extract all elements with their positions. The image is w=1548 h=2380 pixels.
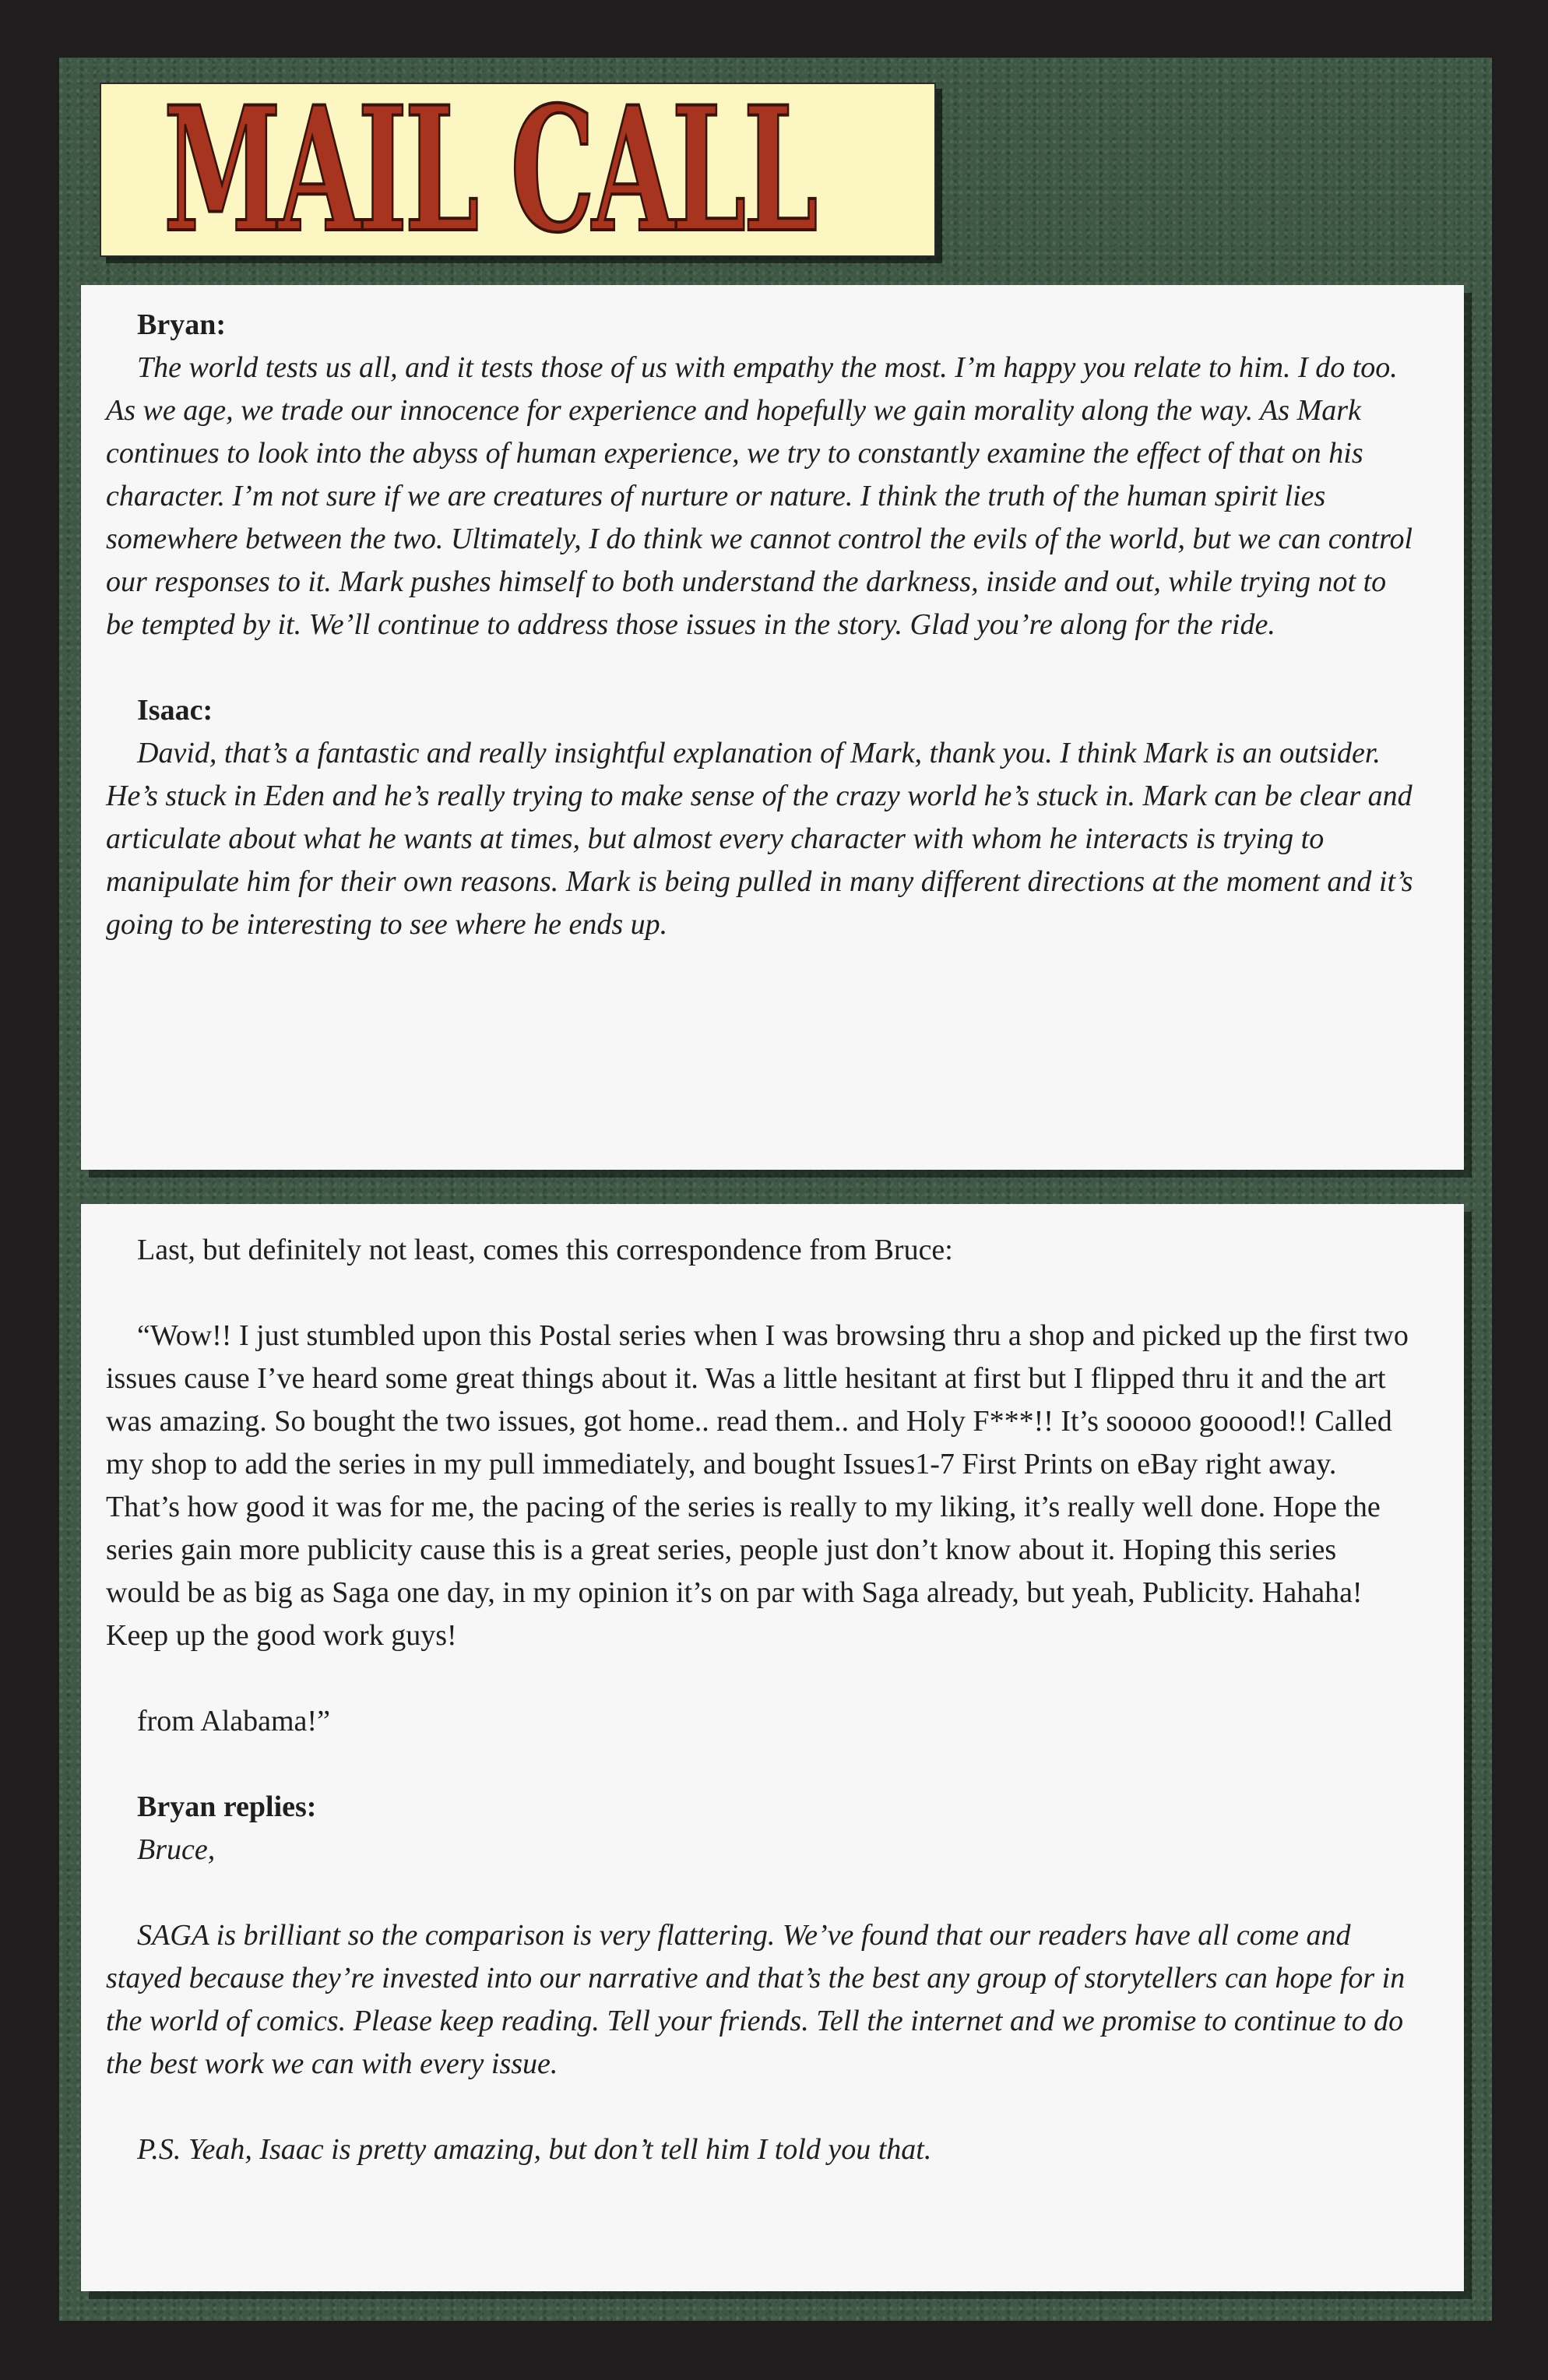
responder-name-bryan: Bryan: [137,308,226,341]
reply-heading: Bryan replies: [137,1790,317,1823]
spacer [106,1743,1417,1786]
title-plate [100,69,936,270]
spacer [106,646,1417,689]
responder-name-isaac: Isaac: [137,694,213,727]
spacer [106,1272,1417,1315]
bryan-response-text: The world tests us all, and it tests those of us with empathy the most. I’m happy you relate to him. I do too. As we age, we trade our innocence for experience and hopefully we gain morality along the way. As Mark continues to look into the abyss of human experience, we try to constantly examine the effect of that on his character. I’m not sure if we are creatures of nurture or nature. I think the truth of the human spirit lies somewhere between the two. Ultimately, I do think we cannot control the evils of the world, but we can control our responses to it. Mark pushes himself to both understand the darkness, inside and out, while trying not to be tempted by it. We’ll continue to address those issues in the story. Glad you’re along for the ride. [106,351,1413,641]
reply-salutation: Bruce, [137,1833,216,1866]
spacer [106,2086,1417,2128]
reply-postscript: P.S. Yeah, Isaac is pretty amazing, but don’t tell him I told you that. [137,2133,932,2166]
letter-body: “Wow!! I just stumbled upon this Postal series when I was browsing thru a shop and picked up the first two issues cause I’ve heard some great things about it. Was a little hesitant at first but I flipped thru it and the art was amazing. So bought the two issues, got home.. read them.. and Holy F***!! It’s sooooo gooood!! Called my shop to add the series in my pull immediately, and bought Issues1-7 First Prints on eBay right away. That’s how good it was for me, the pacing of the series is really to my liking, it’s really well done. Hope the series gain more publicity cause this is a great series, people just don’t know about it. Hoping this series would be as big as Saga one day, in my opinion it’s on par with Saga already, but yeah, Publicity. Hahaha! Keep up the good work guys! [106,1319,1409,1652]
reply-body: SAGA is brilliant so the comparison is very flattering. We’ve found that our readers have all come and stayed because they’re invested into our narrative and that’s the best any group of storytellers can hope for in the world of comics. Please keep reading. Tell your friends. Tell the internet and we promise to continue to do the best work we can with every issue. [106,1919,1406,2080]
letter-signoff: from Alabama!” [137,1705,330,1737]
letter-intro: Last, but definitely not least, comes this correspondence from Bruce: [137,1234,953,1266]
letter-card-bruce [81,1204,1464,2291]
isaac-response-text: David, that’s a fantastic and really insightful explanation of Mark, thank you. I think Mark is an outsider. He’s stuck in Eden and he’s really trying to make sense of the crazy world he’s stuck in. Mark can be clear and articulate about what he wants at times, but almost every character with whom he interacts is trying to manipulate him for their own reasons. Mark is being pulled in many different directions at the moment and it’s going to be interesting to see where he ends up. [106,737,1413,941]
spacer [106,1657,1417,1700]
response-card-david [81,285,1464,1170]
spacer [106,1871,1417,1914]
page-title: MAIL CALL [164,69,815,270]
